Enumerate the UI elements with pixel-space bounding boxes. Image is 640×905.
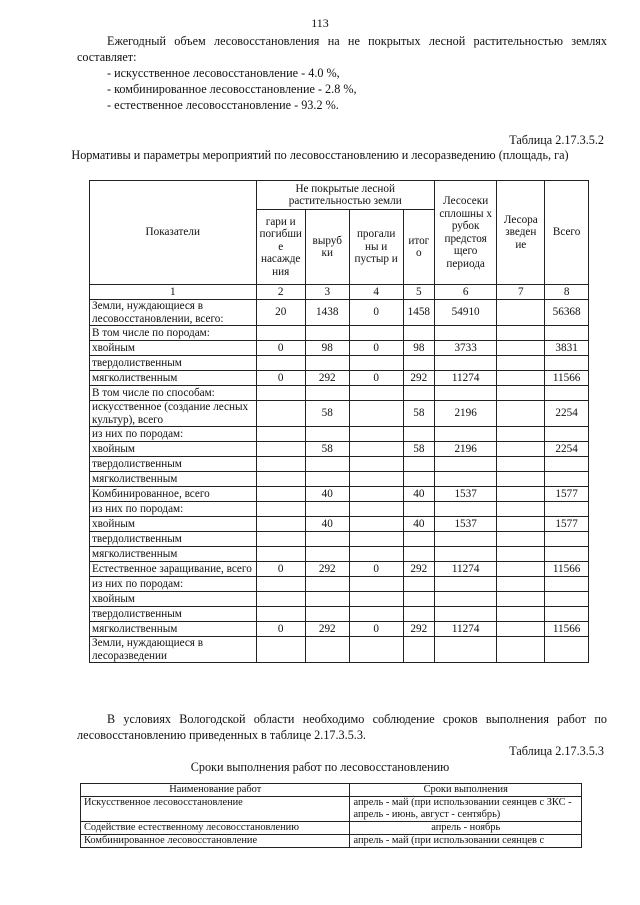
value-cell [434,502,496,517]
value-cell [545,472,589,487]
reforestation-terms-table [80,783,582,848]
value-cell [434,532,496,547]
value-cell: 0 [349,622,403,637]
header-indicators: Показатели [90,181,257,285]
row-label-cell: хвойным [90,442,257,457]
value-cell [497,401,545,427]
value-cell [305,427,349,442]
bullet-combined: - комбинированное лесовосстановление - 2.8 %, [107,82,357,96]
table-row [90,401,589,427]
value-cell [305,356,349,371]
value-cell [305,457,349,472]
value-cell [305,547,349,562]
value-cell [434,637,496,663]
value-cell [349,607,403,622]
value-cell [349,401,403,427]
row-label-cell: мягколиственным [90,547,257,562]
row-label-cell: твердолиственным [90,356,257,371]
value-cell: 1438 [305,300,349,326]
table-row [81,822,582,835]
value-cell: 58 [403,442,434,457]
value-cell [256,487,305,502]
column-number: 2 [256,285,305,300]
value-cell: 2196 [434,401,496,427]
value-cell [403,472,434,487]
value-cell: 0 [349,371,403,386]
table2-number: Таблица 2.17.3.5.3 [509,744,604,758]
value-cell [434,356,496,371]
intro-paragraph: Ежегодный объем лесовосстановления на не покрытых лесной растительностью землях составляет: [77,34,607,64]
value-cell [256,532,305,547]
table1-number: Таблица 2.17.3.5.2 [509,133,604,147]
value-cell [256,577,305,592]
header-clear-cut: Лесосеки сплошны х рубок предстоя щего периода [434,181,496,285]
value-cell [403,577,434,592]
table2-title: Сроки выполнения работ по лесовосстановлению [190,760,450,774]
table-row [90,547,589,562]
value-cell [497,341,545,356]
column-number: 4 [349,285,403,300]
value-cell: 98 [305,341,349,356]
row-label-cell: твердолиственным [90,457,257,472]
value-cell [256,547,305,562]
value-cell [256,637,305,663]
value-cell [305,607,349,622]
value-cell [403,532,434,547]
value-cell [256,326,305,341]
value-cell: 0 [256,371,305,386]
value-cell [434,386,496,401]
value-cell [497,532,545,547]
reforestation-norms-table [89,180,589,663]
table-row [90,592,589,607]
table-row [90,502,589,517]
value-cell [256,592,305,607]
value-cell [403,427,434,442]
value-cell: 40 [403,517,434,532]
value-cell [349,356,403,371]
value-cell: 292 [403,622,434,637]
row-label-cell: В том числе по породам: [90,326,257,341]
value-cell: 11566 [545,562,589,577]
value-cell [545,592,589,607]
work-name-cell: Комбинированное лесовосстановление [81,835,350,848]
value-cell [349,326,403,341]
middle-paragraph: В условиях Вологодской области необходимо соблюдение сроков выполнения работ по лесовосстановлению приведенных в таблице 2.17.3.5.3. [77,712,607,742]
value-cell [349,386,403,401]
value-cell [349,457,403,472]
value-cell [305,532,349,547]
row-label-cell: хвойным [90,592,257,607]
work-name-cell: Искусственное лесовосстановление [81,797,350,822]
value-cell [403,607,434,622]
value-cell: 292 [403,562,434,577]
value-cell: 0 [349,300,403,326]
value-cell: 3733 [434,341,496,356]
header-afforestation: Лесора зведен ие [497,181,545,285]
value-cell: 1458 [403,300,434,326]
value-cell: 40 [305,487,349,502]
value-cell [497,502,545,517]
value-cell [434,592,496,607]
value-cell [403,637,434,663]
table1-body [90,300,589,663]
value-cell [305,592,349,607]
value-cell: 292 [305,622,349,637]
value-cell [349,442,403,457]
value-cell [497,607,545,622]
value-cell: 0 [256,341,305,356]
row-label-cell: Естественное заращивание, всего [90,562,257,577]
value-cell [497,592,545,607]
value-cell: 58 [403,401,434,427]
value-cell [256,517,305,532]
row-label-cell: из них по породам: [90,577,257,592]
row-label-cell: мягколиственным [90,371,257,386]
value-cell [545,547,589,562]
header-not-covered: Не покрытые лесной растительностью земли [256,181,434,210]
value-cell [403,592,434,607]
value-cell [305,577,349,592]
value-cell: 11274 [434,371,496,386]
table-row [90,577,589,592]
value-cell [545,356,589,371]
value-cell [256,607,305,622]
value-cell [305,637,349,663]
value-cell [497,300,545,326]
table-row [90,622,589,637]
value-cell [305,472,349,487]
column-number: 3 [305,285,349,300]
value-cell [497,517,545,532]
value-cell [349,502,403,517]
value-cell [349,577,403,592]
value-cell [403,356,434,371]
value-cell [256,442,305,457]
table-row [90,386,589,401]
header-work-name: Наименование работ [81,784,350,797]
row-label-cell: мягколиственным [90,472,257,487]
row-label-cell: из них по породам: [90,427,257,442]
value-cell: 11566 [545,371,589,386]
value-cell: 20 [256,300,305,326]
column-numbers-row [90,285,589,300]
value-cell [497,356,545,371]
value-cell: 2196 [434,442,496,457]
value-cell [497,457,545,472]
value-cell: 3831 [545,341,589,356]
table-row [90,356,589,371]
value-cell [545,502,589,517]
value-cell [434,577,496,592]
table-row [90,326,589,341]
value-cell [434,472,496,487]
value-cell [497,326,545,341]
terms-cell: апрель - май (при использовании сеянцев с [350,835,582,848]
value-cell [545,577,589,592]
value-cell [305,502,349,517]
row-label-cell: хвойным [90,341,257,356]
bullet-artificial: - искусственное лесовосстановление - 4.0 %, [107,66,340,80]
value-cell [349,532,403,547]
value-cell [434,427,496,442]
value-cell: 56368 [545,300,589,326]
value-cell [256,457,305,472]
value-cell [497,371,545,386]
table-row [90,442,589,457]
value-cell: 11566 [545,622,589,637]
row-label-cell: твердолиственным [90,607,257,622]
table-row [90,487,589,502]
table2-header-row [81,784,582,797]
value-cell [545,326,589,341]
row-label-cell: мягколиственным [90,622,257,637]
value-cell: 1577 [545,517,589,532]
column-number: 6 [434,285,496,300]
value-cell [256,427,305,442]
value-cell: 292 [305,562,349,577]
column-number: 8 [545,285,589,300]
column-number: 1 [90,285,257,300]
table-row [90,341,589,356]
value-cell [349,547,403,562]
value-cell: 1537 [434,487,496,502]
value-cell: 2254 [545,401,589,427]
value-cell: 2254 [545,442,589,457]
page-number: 113 [311,16,329,30]
table-row [81,835,582,848]
value-cell [497,622,545,637]
value-cell: 11274 [434,562,496,577]
value-cell [403,457,434,472]
value-cell: 292 [305,371,349,386]
value-cell [403,326,434,341]
value-cell [349,427,403,442]
value-cell [403,547,434,562]
value-cell [403,502,434,517]
value-cell [497,442,545,457]
value-cell [545,607,589,622]
value-cell [434,607,496,622]
value-cell [434,457,496,472]
header-glades: прогали ны и пустыр и [349,210,403,285]
value-cell [545,457,589,472]
value-cell [434,326,496,341]
value-cell [497,637,545,663]
row-label-cell: твердолиственным [90,532,257,547]
value-cell: 98 [403,341,434,356]
column-number: 7 [497,285,545,300]
bullet-natural: - естественное лесовосстановление - 93.2 %. [107,98,339,112]
value-cell: 40 [305,517,349,532]
row-label-cell: Комбинированное, всего [90,487,257,502]
header-total-sub: итог о [403,210,434,285]
column-number: 5 [403,285,434,300]
value-cell: 0 [349,341,403,356]
table1-title: Нормативы и параметры мероприятий по лесовосстановлению и лесоразведению (площадь, га) [71,148,569,162]
terms-cell: апрель - ноябрь [350,822,582,835]
row-label-cell: искусственное (создание лесных культур), всего [90,401,257,427]
value-cell: 1577 [545,487,589,502]
value-cell [497,562,545,577]
table-row [90,562,589,577]
value-cell [545,532,589,547]
value-cell: 0 [256,622,305,637]
value-cell [403,386,434,401]
value-cell [305,326,349,341]
row-label-cell: Земли, нуждающиеся в лесоразведении [90,637,257,663]
value-cell [256,472,305,487]
value-cell: 1537 [434,517,496,532]
value-cell: 58 [305,401,349,427]
value-cell [434,547,496,562]
value-cell [256,356,305,371]
value-cell [545,637,589,663]
table-row [90,371,589,386]
value-cell [349,637,403,663]
row-label-cell: В том числе по способам: [90,386,257,401]
row-label-cell: Земли, нуждающиеся в лесовосстановлении, всего: [90,300,257,326]
header-burned: гари и погибши е насажде ния [256,210,305,285]
value-cell: 292 [403,371,434,386]
value-cell [545,386,589,401]
value-cell [305,386,349,401]
value-cell [545,427,589,442]
value-cell [256,386,305,401]
value-cell [256,401,305,427]
value-cell [497,547,545,562]
value-cell [497,472,545,487]
value-cell: 58 [305,442,349,457]
row-label-cell: хвойным [90,517,257,532]
value-cell: 0 [349,562,403,577]
table-row [90,532,589,547]
header-terms: Сроки выполнения [350,784,582,797]
table-row [81,797,582,822]
value-cell [349,517,403,532]
value-cell [349,472,403,487]
table-row [90,637,589,663]
terms-cell: апрель - май (при использовании сеянцев с ЗКС - апрель - июнь, август - сентябрь) [350,797,582,822]
value-cell [349,487,403,502]
work-name-cell: Содействие естественному лесовосстановлению [81,822,350,835]
table-row [90,517,589,532]
value-cell [497,386,545,401]
value-cell [497,487,545,502]
table-row [90,457,589,472]
value-cell: 54910 [434,300,496,326]
row-label-cell: из них по породам: [90,502,257,517]
value-cell: 0 [256,562,305,577]
header-cuttings: выруб ки [305,210,349,285]
table-row [90,607,589,622]
value-cell [497,427,545,442]
table-row [90,427,589,442]
value-cell [256,502,305,517]
table-row [90,472,589,487]
header-total: Всего [545,181,589,285]
value-cell: 11274 [434,622,496,637]
value-cell: 40 [403,487,434,502]
value-cell [497,577,545,592]
table1-header-row-1 [90,181,589,210]
value-cell [349,592,403,607]
table-row [90,300,589,326]
